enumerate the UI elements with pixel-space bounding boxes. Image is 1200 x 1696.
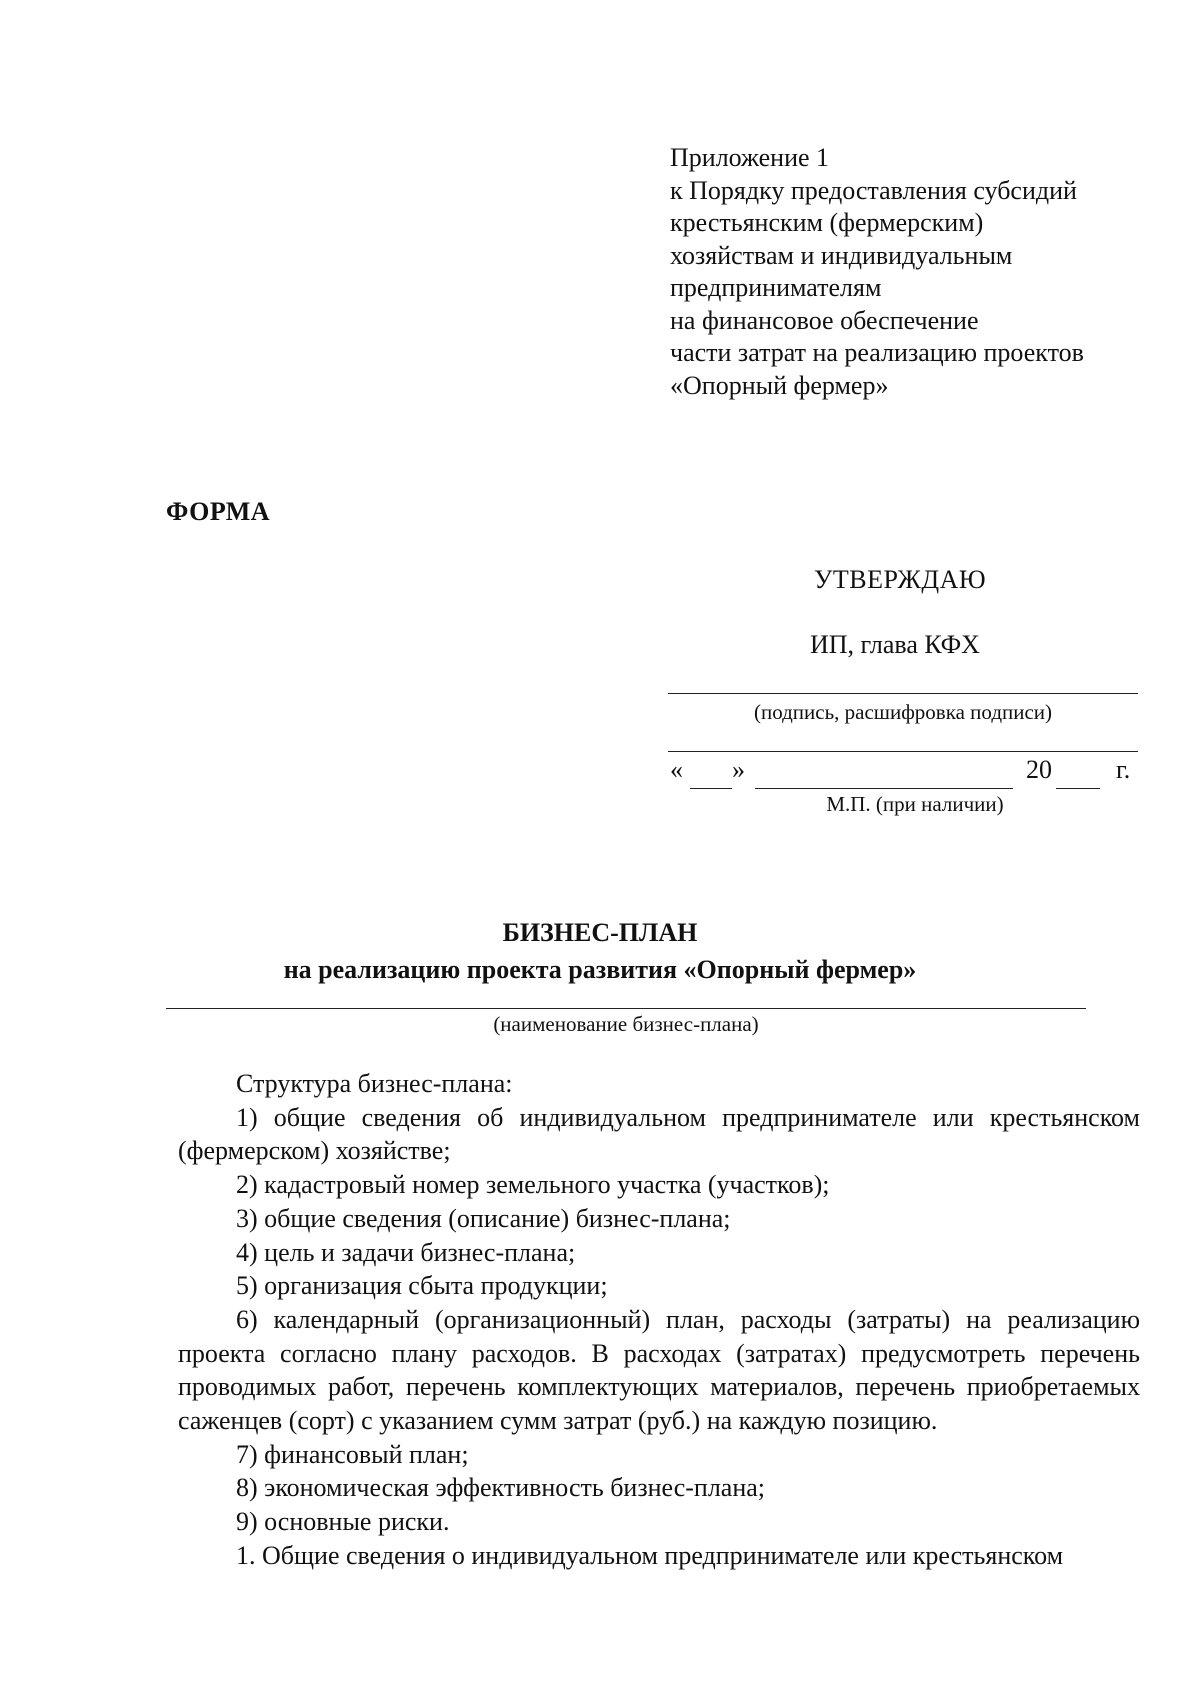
- structure-item: 2) кадастровый номер земельного участка (участков);: [236, 1170, 830, 1200]
- plan-name-caption: (наименование бизнес-плана): [493, 1012, 759, 1036]
- structure-item: 4) цель и задачи бизнес-плана;: [236, 1237, 576, 1267]
- annex-line: Приложение 1: [670, 143, 830, 172]
- annex-line: части затрат на реализацию проектов: [670, 338, 1084, 367]
- annex-line: предпринимателям: [670, 273, 882, 302]
- structure-item: 7) финансовый план;: [236, 1439, 469, 1469]
- year-suffix: г.: [1116, 755, 1131, 784]
- plan-name-line: [166, 1008, 1086, 1009]
- approver-position: ИП, глава КФХ: [810, 630, 980, 659]
- date-close-quote: »: [732, 755, 745, 784]
- annex-line: к Порядку предоставления субсидий: [670, 175, 1077, 205]
- annex-line: на финансовое обеспечение: [670, 305, 979, 335]
- annex-line: хозяйствам и индивидуальным: [670, 240, 1013, 270]
- date-top-line: [668, 751, 1138, 752]
- document-title: БИЗНЕС-ПЛАН: [502, 918, 698, 947]
- annex-line: «Опорный фермер»: [670, 370, 889, 400]
- date-row: [668, 755, 1138, 789]
- month-blank-line: [755, 788, 1013, 789]
- approval-heading: УТВЕРЖДАЮ: [814, 565, 987, 594]
- day-blank-line: [690, 788, 732, 789]
- structure-item: 9) основные риски.: [236, 1507, 450, 1537]
- structure-item: 6) календарный (организационный) план, расходы (затраты) на реализацию проекта согласно плану расходов. В расходах (затратах) предусмотреть перечень проводимых работ, перечень комплектующих материалов, перечень приобретаемых саженцев (сорт) с указанием сумм затрат (руб.) на каждую позицию.: [178, 1304, 1140, 1436]
- structure-item: 5) организация сбыта продукции;: [236, 1271, 608, 1301]
- document-subtitle: на реализацию проекта развития «Опорный фермер»: [283, 955, 917, 984]
- date-open-quote: «: [670, 755, 683, 784]
- annex-line: крестьянским (фермерским): [670, 208, 984, 237]
- section-1-heading: 1. Общие сведения о индивидуальном предпринимателе или крестьянском: [236, 1540, 1064, 1570]
- structure-section: [178, 1067, 1140, 1573]
- structure-item: 8) экономическая эффективность бизнес-плана;: [236, 1473, 766, 1503]
- form-label: ФОРМА: [166, 497, 271, 526]
- year-blank-line: [1056, 788, 1100, 789]
- structure-item: 3) общие сведения (описание) бизнес-плана;: [236, 1203, 731, 1233]
- signature-caption: (подпись, расшифровка подписи): [753, 700, 1053, 724]
- annex-reference: [670, 142, 1140, 402]
- structure-heading: Структура бизнес-плана:: [236, 1069, 513, 1098]
- signature-line: [668, 693, 1138, 694]
- seal-caption: М.П. (при наличии): [826, 792, 1004, 816]
- structure-item: 1) общие сведения об индивидуальном предпринимателе или крестьянском (фермерском) хозяйстве;: [178, 1102, 1140, 1166]
- year-prefix: 20: [1026, 755, 1052, 784]
